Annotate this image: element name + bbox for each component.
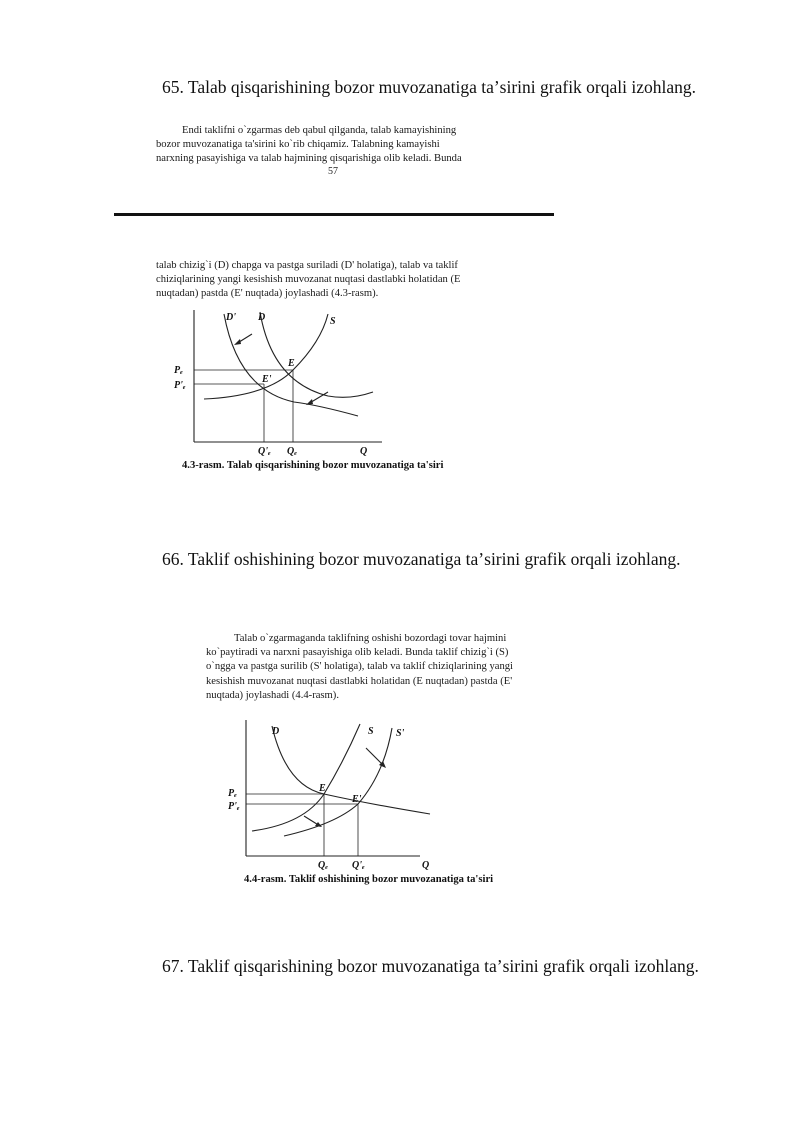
- excerpt-1-line: bozor muvozanatiga ta'sirini ko`rib chiqamiz. Talabning kamayishi: [156, 139, 440, 151]
- excerpt-3-line: ko`paytiradi va narxni pasayishiga olib keladi. Bunda taklif chizig`i (S): [206, 647, 509, 659]
- excerpt-1-line: Endi taklifni o`zgarmas deb qabul qilganda, talab kamayishining: [182, 125, 457, 136]
- label-q: Q: [422, 860, 430, 871]
- figure-4-4-caption: 4.4-rasm. Taklif oshishining bozor muvozanatiga ta'siri: [244, 874, 494, 885]
- figure-4-3-graph: [168, 304, 408, 464]
- question-67: 67. Taklif qisqarishining bozor muvozanatiga taʼsirini grafik orqali izohlang.: [162, 956, 699, 976]
- excerpt-1-line: narxning pasayishiga va talab hajmining qisqarishiga olib keladi. Bunda: [156, 153, 462, 165]
- arrowhead-lower: [306, 399, 313, 405]
- label-e-new: E': [352, 794, 362, 805]
- label-e: E: [288, 358, 295, 369]
- question-65: 65. Talab qisqarishining bozor muvozanatiga taʼsirini grafik orqali izohlang.: [162, 77, 697, 97]
- label-pe: Pₑ: [174, 365, 183, 376]
- supply-curve-s: [252, 724, 360, 831]
- label-e-new: E': [262, 374, 272, 385]
- label-d: D: [258, 312, 266, 323]
- label-pe-new: P'ₑ: [228, 801, 240, 812]
- excerpt-3-line: Talab o`zgarmaganda taklifning oshishi bozordagi tovar hajmini: [234, 633, 507, 644]
- label-qe-new: Q'ₑ: [352, 860, 365, 871]
- excerpt-2: [156, 259, 516, 302]
- label-qe: Qₑ: [287, 446, 297, 457]
- label-pe: Pₑ: [228, 788, 237, 799]
- figure-4-3-caption: 4.3-rasm. Talab qisqarishining bozor muvozanatiga ta'siri: [182, 460, 444, 471]
- excerpt-1: [156, 124, 514, 167]
- label-s: S: [330, 316, 336, 327]
- demand-curve-d: [272, 726, 430, 814]
- figure-4-4-graph: [224, 716, 454, 876]
- excerpt-3: [206, 632, 572, 703]
- label-d-new: D': [226, 312, 236, 323]
- label-q: Q: [360, 446, 368, 457]
- excerpt-2-line: chiziqlarining yangi kesishish muvozanat nuqtasi dastlabki holatidan (E: [156, 274, 461, 286]
- excerpt-3-line: nuqtada) joylashadi (4.4-rasm).: [206, 689, 339, 701]
- question-66: 66. Taklif oshishining bozor muvozanatiga taʼsirini grafik orqali izohlang.: [162, 549, 681, 569]
- supply-curve-s: [204, 314, 328, 399]
- label-qe: Qₑ: [318, 860, 328, 871]
- label-s: S: [368, 726, 374, 737]
- page-number: 57: [328, 166, 338, 177]
- excerpt-3-line: o`ngga va pastga surilib (S' holatiga), talab va taklif chiziqlarining yangi: [206, 661, 513, 673]
- excerpt-3-line: kesishish muvozanat nuqtasi dastlabki holatidan (E nuqtadan) pastda (E': [206, 675, 513, 687]
- label-s-new: S': [396, 728, 405, 739]
- label-qe-new: Q'ₑ: [258, 446, 271, 457]
- label-e: E: [319, 783, 326, 794]
- demand-curve-d: [260, 312, 373, 397]
- label-pe-new: P'ₑ: [174, 380, 186, 391]
- page-divider: [114, 213, 554, 216]
- label-d: D: [272, 726, 280, 737]
- arrowhead-upper: [234, 339, 241, 345]
- excerpt-2-line: nuqtadan) pastda (E' nuqtada) joylashadi (4.3-rasm).: [156, 288, 379, 300]
- excerpt-2-line: talab chizig`i (D) chapga va pastga suriladi (D' holatiga), talab va taklif: [156, 260, 458, 271]
